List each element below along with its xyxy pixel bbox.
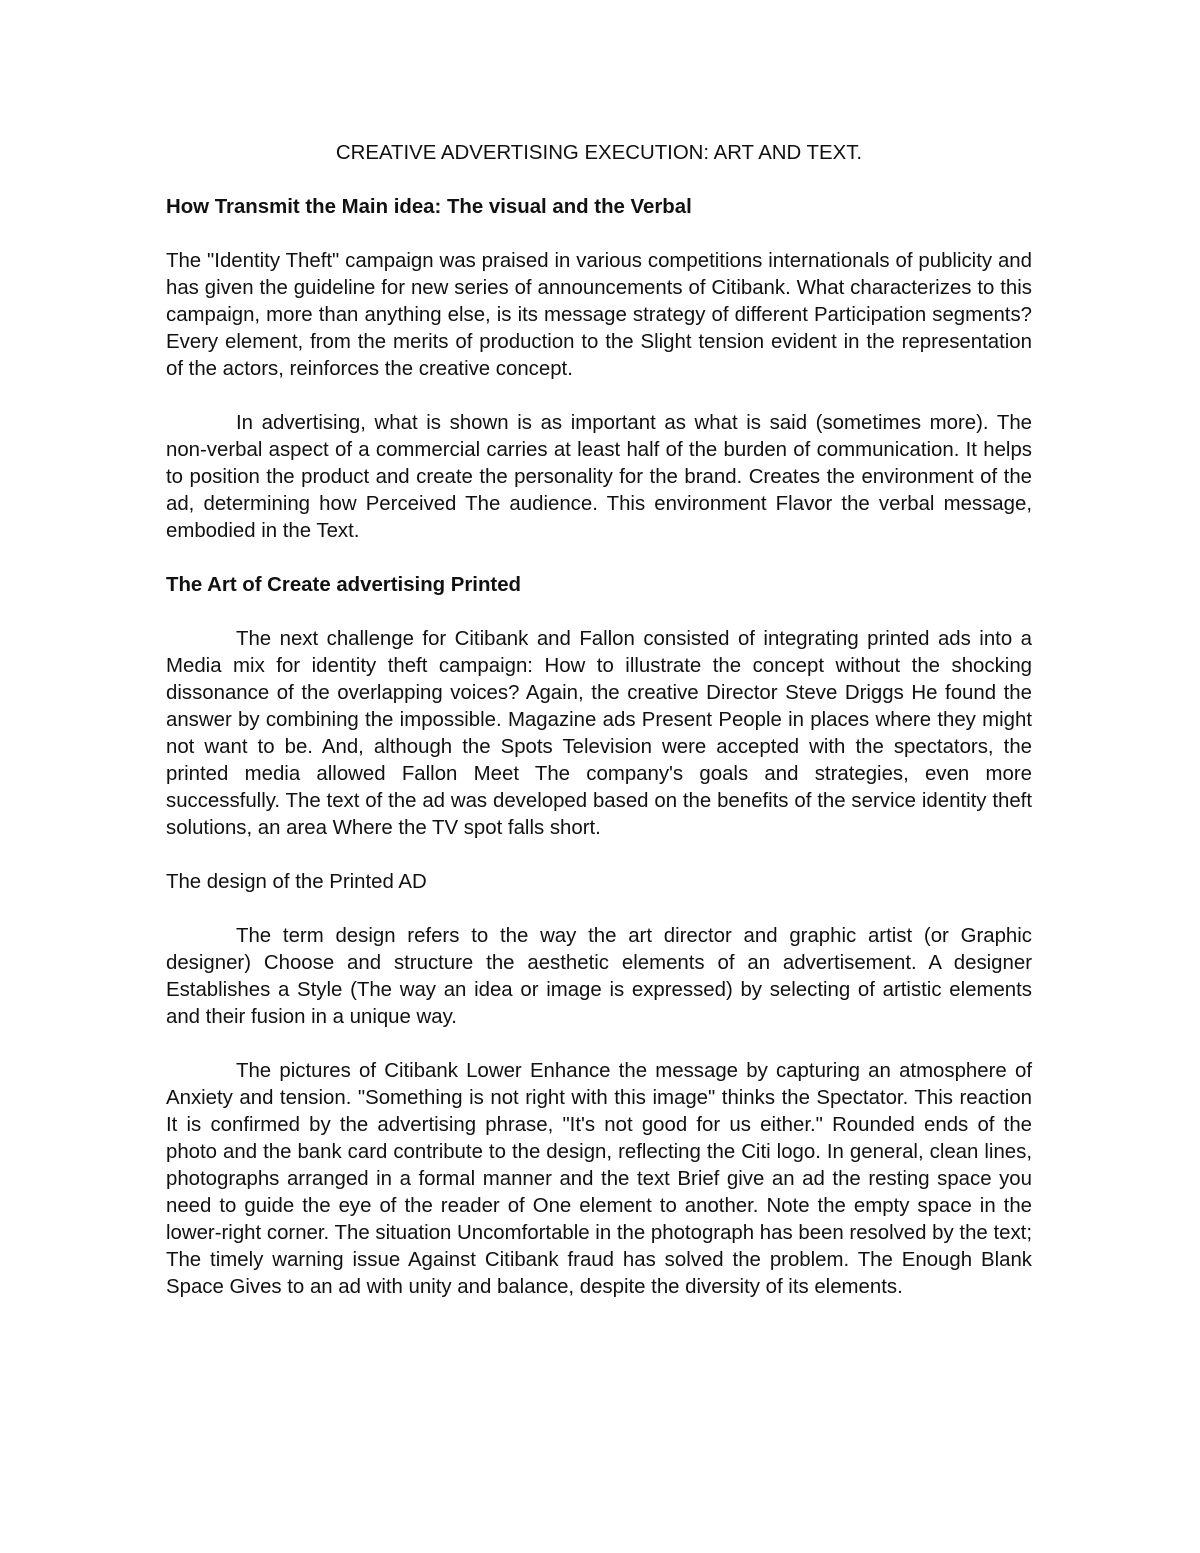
section-heading-art-printed: The Art of Create advertising Printed xyxy=(166,574,522,596)
paragraph-term-design: The term design refers to the way the art director and graphic artist (or Graphic designer) Choose and structure the aesthetic elements of an advertisement. A designer Establishes a Style (The way an idea or image is expressed) by selecting of artistic elements and their fusion in a unique way. xyxy=(166,925,1032,1028)
paragraph-identity-theft-campaign: The "Identity Theft" campaign was praised in various competitions internationals of publicity and has given the guideline for new series of announcements of Citibank. What characterizes to this campaign, more than anything else, is its message strategy of different Participation segments? Every element, from the merits of production to the Slight tension evident in the representation of the actors, reinforces the creative concept. xyxy=(166,250,1032,380)
paragraph-shown-vs-said: In advertising, what is shown is as important as what is said (sometimes more). The non-verbal aspect of a commercial carries at least half of the burden of communication. It helps to position the product and create the personality for the brand. Creates the environment of the ad, determining how Perceived The audience. This environment Flavor the verbal message, embodied in the Text. xyxy=(166,412,1032,542)
document-title: CREATIVE ADVERTISING EXECUTION: ART AND TEXT. xyxy=(335,142,863,164)
paragraph-next-challenge: The next challenge for Citibank and Fallon consisted of integrating printed ads into a Media mix for identity theft campaign: How to illustrate the concept without the shocking dissonance of the overlapping voices? Again, the creative Director Steve Driggs He found the answer by combining the impossible. Magazine ads Present People in places where they might not want to be. And, although the Spots Television were accepted with the spectators, the printed media allowed Fallon Meet The company's goals and strategies, even more successfully. The text of the ad was developed based on the benefits of the service identity theft solutions, an area Where the TV spot falls short. xyxy=(166,628,1032,839)
document-page xyxy=(166,140,1032,1328)
paragraph-citibank-pictures: The pictures of Citibank Lower Enhance the message by capturing an atmosphere of Anxiety and tension. "Something is not right with this image" thinks the Spectator. This reaction It is confirmed by the advertising phrase, "It's not good for us either." Rounded ends of the photo and the bank card contribute to the design, reflecting the Citi logo. In general, clean lines, photographs arranged in a formal manner and the text Brief give an ad the resting space you need to guide the eye of the reader of One element to another. Note the empty space in the lower-right corner. The situation Uncomfortable in the photograph has been resolved by the text; The timely warning issue Against Citibank fraud has solved the problem. The Enough Blank Space Gives to an ad with unity and balance, despite the diversity of its elements. xyxy=(166,1060,1032,1298)
section-heading-design-printed-ad: The design of the Printed AD xyxy=(166,871,427,893)
section-heading-main-idea: How Transmit the Main idea: The visual and the Verbal xyxy=(166,196,692,218)
